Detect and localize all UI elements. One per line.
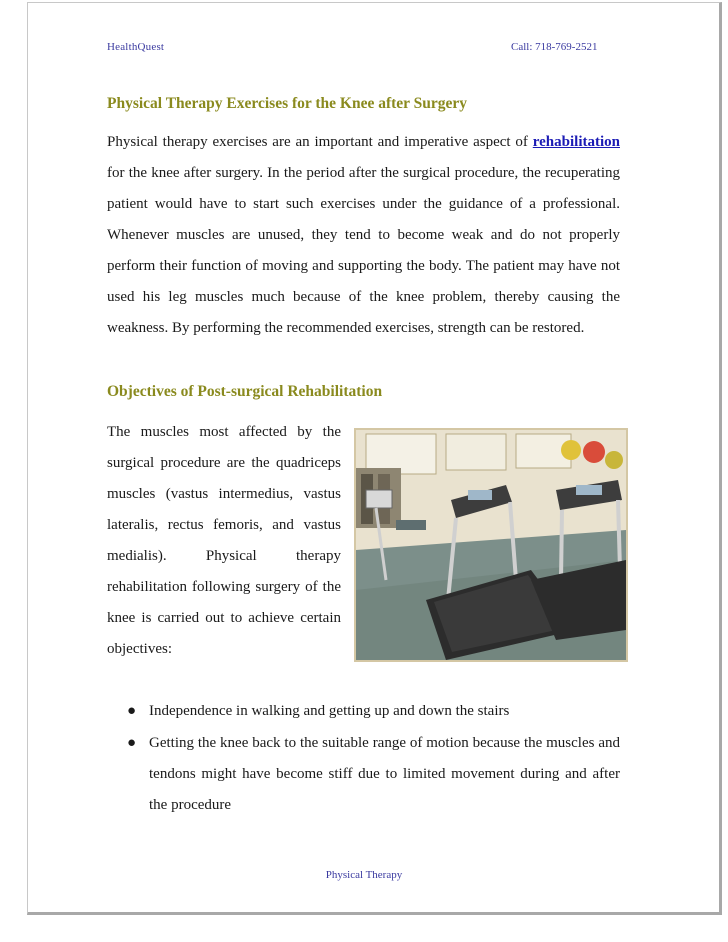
list-item <box>107 728 620 821</box>
intro-text-start: Physical therapy exercises are an important and imperative aspect of <box>107 134 533 150</box>
section-title-exercises: Physical Therapy Exercises for the Knee after Surgery <box>107 95 468 112</box>
objectives-paragraph: The muscles most affected by the surgical procedure are the quadriceps muscles (vastus intermedius, vastus lateralis, rectus femoris, and vastus medialis). Physical therapy rehabilitation following surgery of the knee is carried out to achieve certain objectives: <box>107 424 341 657</box>
header-phone: Call: 718-769-2521 <box>511 41 598 53</box>
treadmill-gym-photo <box>354 428 628 662</box>
list-item <box>107 696 620 727</box>
intro-paragraph <box>107 127 620 344</box>
list-item-text: Getting the knee back to the suitable range of motion because the muscles and tendons might have become stiff due to limited movement during and after the procedure <box>149 735 620 813</box>
section-title-objectives: Objectives of Post-surgical Rehabilitation <box>107 383 383 400</box>
intro-text-end: for the knee after surgery. In the period after the surgical procedure, the recuperating patient would have to start such exercises under the guidance of a professional. Whenever muscles are unused, they tend to become weak and do not properly perform their function of moving and supporting the body. The patient may have not used his leg muscles much because of the knee problem, thereby causing the weakness. By performing the recommended exercises, strength can be restored. <box>107 165 620 336</box>
objectives-list <box>107 696 620 822</box>
bullet-icon: ● <box>127 735 137 751</box>
list-item-text: Independence in walking and getting up and down the stairs <box>149 703 510 719</box>
rehabilitation-link[interactable]: rehabilitation <box>532 134 620 150</box>
header-company-name: HealthQuest <box>107 41 165 53</box>
bullet-icon: ● <box>127 703 137 719</box>
footer-text: Physical Therapy <box>325 869 403 881</box>
